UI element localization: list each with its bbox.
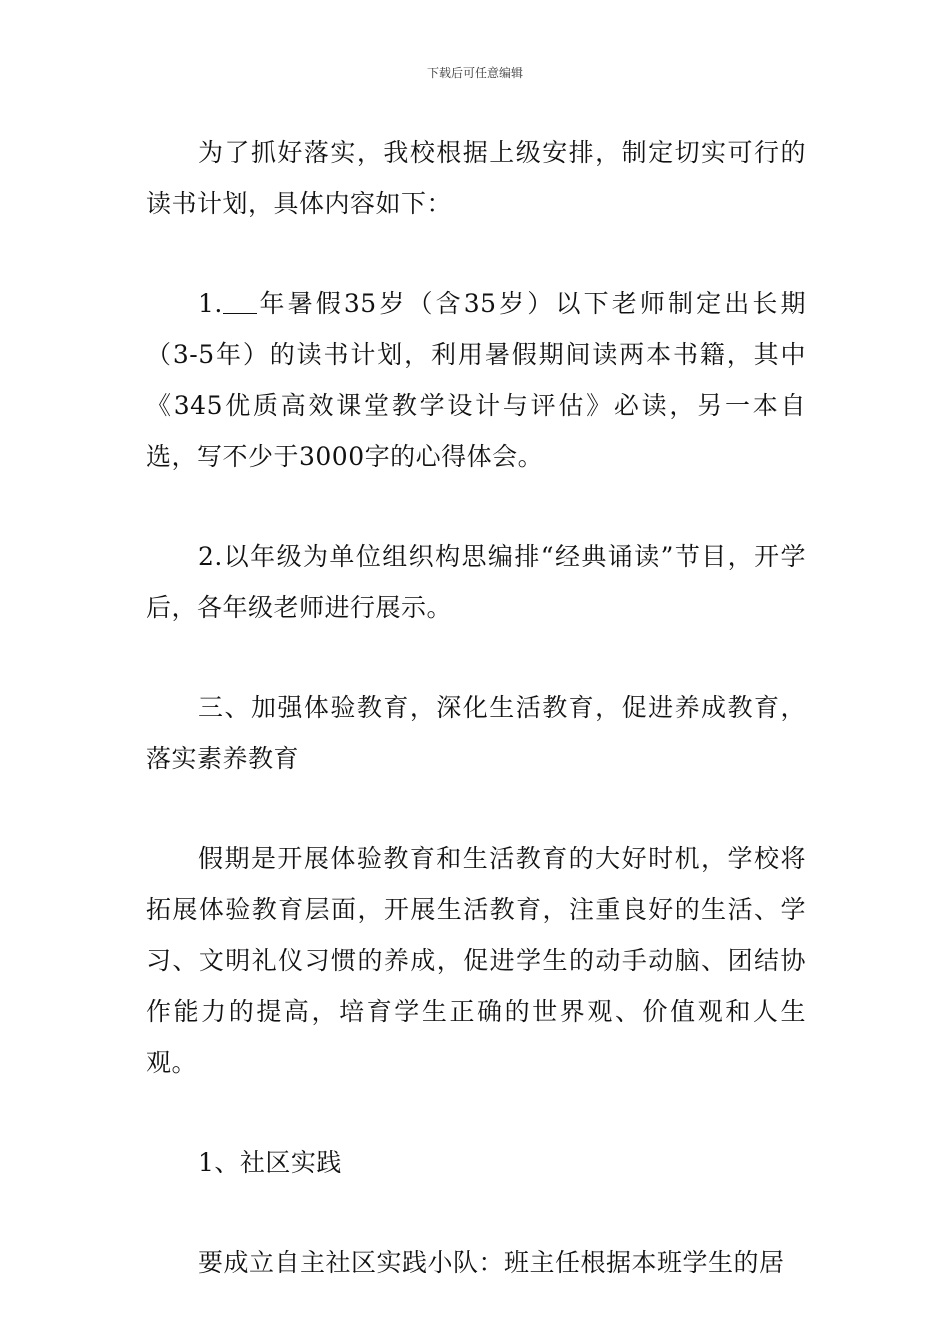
paragraph-summer-reading	[146, 278, 806, 482]
paragraph-number: 1.	[198, 289, 223, 318]
paragraph-holiday-education: 假期是开展体验教育和生活教育的大好时机，学校将拓展体验教育层面，开展生活教育，注重良好的生活、学习、文明礼仪习惯的养成，促进学生的动手动脑、团结协作能力的提高，培育学生正确的世界观、价值观和人生观。	[146, 844, 806, 1077]
paragraph-reading-plan-intro: 为了抓好落实，我校根据上级安排，制定切实可行的读书计划，具体内容如下：	[146, 138, 806, 218]
blank-underline	[223, 288, 257, 314]
header-note: 下载后可任意编辑	[426, 66, 523, 80]
paragraph-summer-reading-text: 年暑假35岁（含35岁）以下老师制定出长期（3-5年）的读书计划，利用暑假期间读两本书籍，其中《345优质高效课堂教学设计与评估》必读，另一本自选，写不少于3000字的心得体会。	[146, 289, 806, 471]
section-heading-three: 三、加强体验教育，深化生活教育，促进养成教育，落实素养教育	[146, 693, 806, 773]
paragraph-classic-recitation: 2.以年级为单位组织构思编排“经典诵读”节目，开学后，各年级老师进行展示。	[146, 542, 806, 622]
subheading-community-practice: 1、社区实践	[198, 1148, 342, 1177]
document-body	[146, 127, 806, 1288]
paragraph-community-team: 要成立自主社区实践小队：班主任根据本班学生的居	[198, 1248, 785, 1277]
